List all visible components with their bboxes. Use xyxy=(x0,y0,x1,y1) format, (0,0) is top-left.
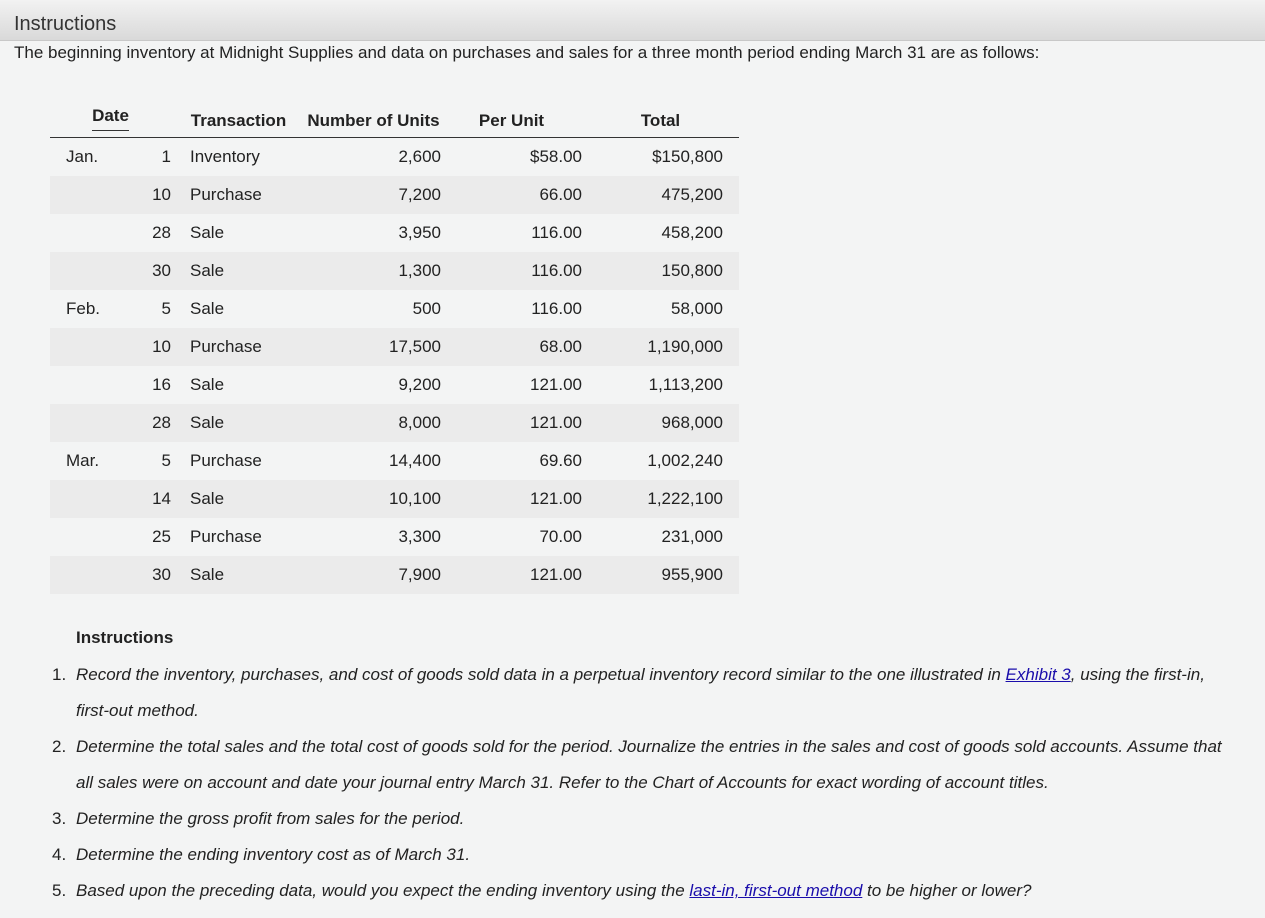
header-bar xyxy=(0,0,1265,41)
table-row xyxy=(50,138,739,177)
intro-text: The beginning inventory at Midnight Supplies and data on purchases and sales for a three month period ending March 31 are as follows: xyxy=(14,43,1040,62)
cell-transaction: Sale xyxy=(190,299,225,318)
cell-units: 1,300 xyxy=(306,252,441,290)
cell-per-unit: 116.00 xyxy=(531,299,582,318)
header-total: Total xyxy=(582,96,739,138)
cell-day: 28 xyxy=(152,223,171,242)
header-per-unit: Per Unit xyxy=(441,96,582,138)
inventory-table xyxy=(50,96,739,594)
cell-month xyxy=(50,252,140,290)
cell-per-unit: 70.00 xyxy=(539,527,582,546)
table-row xyxy=(50,442,739,480)
cell-transaction: Purchase xyxy=(190,451,262,470)
cell-day: 30 xyxy=(140,252,171,290)
cell-transaction: Purchase xyxy=(171,328,306,366)
cell-transaction: Sale xyxy=(171,404,306,442)
lifo-method-link[interactable]: last-in, first-out method xyxy=(689,881,863,900)
cell-units: 17,500 xyxy=(306,328,441,366)
cell-total: $150,800 xyxy=(652,147,723,166)
instructions-title: Instructions xyxy=(76,628,174,647)
table-row xyxy=(50,366,739,404)
instruction-item-3: 3. Determine the gross profit from sales for the period. xyxy=(52,809,465,828)
cell-total: 475,200 xyxy=(582,176,739,214)
cell-per-unit: 121.00 xyxy=(441,480,582,518)
table-row xyxy=(50,176,739,214)
cell-total: 1,002,240 xyxy=(647,451,723,470)
cell-per-unit: 116.00 xyxy=(441,252,582,290)
cell-day: 5 xyxy=(161,451,171,470)
cell-transaction: Sale xyxy=(190,375,225,394)
cell-day: 10 xyxy=(140,176,171,214)
cell-month: Feb. xyxy=(66,299,101,318)
table-row xyxy=(50,404,739,442)
cell-units: 8,000 xyxy=(306,404,441,442)
instruction-item-4: 4. Determine the ending inventory cost as of March 31. xyxy=(52,845,471,864)
cell-month xyxy=(50,214,140,252)
header-date: Date xyxy=(50,96,171,138)
cell-per-unit: $58.00 xyxy=(530,147,582,166)
table-row xyxy=(50,480,739,518)
cell-total: 231,000 xyxy=(661,527,723,546)
cell-month xyxy=(50,404,140,442)
instruction-item-2: 2. Determine the total sales and the total cost of goods sold for the period. Journalize the entries in the sales and cost of goods sold accounts. Assume that all sales were on account and date your journal entry March 31. Refer to the Chart of Accounts for exact wording of account titles. xyxy=(52,737,1222,792)
cell-transaction: Sale xyxy=(171,252,306,290)
cell-transaction: Inventory xyxy=(190,147,260,166)
cell-day: 1 xyxy=(161,147,171,166)
cell-month xyxy=(50,518,140,556)
cell-month xyxy=(50,556,140,594)
cell-day: 30 xyxy=(140,556,171,594)
cell-per-unit: 66.00 xyxy=(441,176,582,214)
table-row xyxy=(50,328,739,366)
cell-units: 9,200 xyxy=(398,375,441,394)
cell-transaction: Purchase xyxy=(171,176,306,214)
cell-day: 25 xyxy=(152,527,171,546)
header-units: Number of Units xyxy=(306,96,441,138)
cell-total: 955,900 xyxy=(582,556,739,594)
cell-total: 150,800 xyxy=(582,252,739,290)
cell-day: 14 xyxy=(140,480,171,518)
exhibit-3-link[interactable]: Exhibit 3 xyxy=(1005,665,1071,684)
cell-total: 1,190,000 xyxy=(582,328,739,366)
cell-month xyxy=(50,480,140,518)
table-row xyxy=(50,518,739,556)
cell-month: Jan. xyxy=(66,147,99,166)
cell-transaction: Sale xyxy=(171,556,306,594)
cell-per-unit: 121.00 xyxy=(530,375,582,394)
cell-units: 14,400 xyxy=(389,451,441,470)
cell-per-unit: 121.00 xyxy=(441,404,582,442)
cell-per-unit: 116.00 xyxy=(531,223,582,242)
cell-total: 458,200 xyxy=(661,223,723,242)
cell-per-unit: 68.00 xyxy=(441,328,582,366)
cell-total: 968,000 xyxy=(582,404,739,442)
cell-units: 3,300 xyxy=(398,527,441,546)
cell-month xyxy=(50,176,140,214)
cell-day: 5 xyxy=(161,299,171,318)
table-row xyxy=(50,556,739,594)
cell-transaction: Purchase xyxy=(190,527,262,546)
cell-day: 16 xyxy=(152,375,171,394)
table-row xyxy=(50,214,739,252)
cell-units: 2,600 xyxy=(398,147,441,166)
cell-units: 10,100 xyxy=(306,480,441,518)
header-transaction: Transaction xyxy=(171,96,306,138)
page-title: Instructions xyxy=(14,13,117,35)
cell-transaction: Sale xyxy=(171,480,306,518)
table-header-row xyxy=(50,96,739,138)
cell-day: 28 xyxy=(140,404,171,442)
cell-day: 10 xyxy=(140,328,171,366)
table-row xyxy=(50,252,739,290)
cell-total: 58,000 xyxy=(671,299,723,318)
cell-month xyxy=(50,328,140,366)
cell-month: Mar. xyxy=(66,451,100,470)
cell-units: 3,950 xyxy=(398,223,441,242)
cell-per-unit: 69.60 xyxy=(539,451,582,470)
cell-month xyxy=(50,366,140,404)
cell-total: 1,222,100 xyxy=(582,480,739,518)
cell-units: 7,900 xyxy=(306,556,441,594)
instruction-item-5: 5. Based upon the preceding data, would you expect the ending inventory using the last-in, first-out method to be higher or lower? xyxy=(52,881,1032,900)
cell-units: 7,200 xyxy=(306,176,441,214)
table-row xyxy=(50,290,739,328)
instructions-list xyxy=(52,657,1242,909)
cell-total: 1,113,200 xyxy=(648,375,723,394)
cell-per-unit: 121.00 xyxy=(441,556,582,594)
cell-units: 500 xyxy=(412,299,441,318)
instruction-item-1: 1. Record the inventory, purchases, and cost of goods sold data in a perpetual inventory record similar to the one illustrated in Exhibit 3, using the first-in, first-out method. xyxy=(52,665,1205,720)
cell-transaction: Sale xyxy=(190,223,225,242)
